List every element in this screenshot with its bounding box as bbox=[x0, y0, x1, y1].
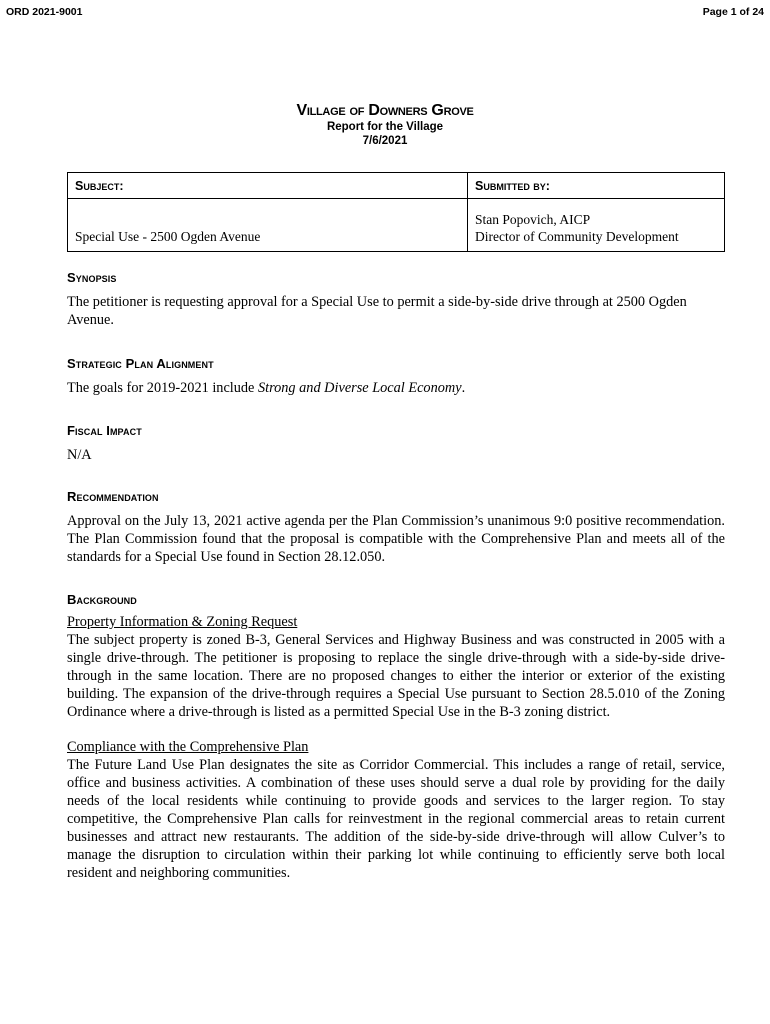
fiscal-impact-text: N/A bbox=[67, 447, 92, 463]
document-id: ORD 2021-9001 bbox=[6, 6, 83, 18]
strategic-goal: Strong and Diverse Local Economy bbox=[257, 380, 462, 396]
synopsis-text: The petitioner is requesting approval for a Special Use to permit a side-by-side drive through at 2500 Ogden Avenue. bbox=[67, 294, 687, 328]
property-info-text: The subject property is zoned B-3, General Services and Highway Business and was constructed in 2005 with a single drive-through. The petitioner is proposing to replace the single drive-through with a side-by-side drive-through in the same location. There are no proposed changes to either the interior or exterior of the existing building. The expansion of the drive-through requires a Special Use pursuant to Section 28.5.010 of the Zoning Ordinance where a drive-through is listed as a permitted Special Use in the B-3 zoning district. bbox=[67, 632, 725, 720]
report-date: 7/6/2021 bbox=[362, 135, 408, 147]
fiscal-impact-section bbox=[67, 423, 725, 464]
recommendation-text: Approval on the July 13, 2021 active agenda per the Plan Commission’s unanimous 9:0 positive recommendation. The Plan Commission found that the proposal is compatible with the Comprehensive Plan and meets all of the standards for a Special Use found in Section 28.12.050. bbox=[67, 513, 725, 565]
background-heading: Background bbox=[67, 592, 137, 607]
recommendation-heading: Recommendation bbox=[67, 489, 159, 504]
strategic-plan-section bbox=[67, 356, 725, 397]
recommendation-section bbox=[67, 489, 725, 566]
comp-plan-text: The Future Land Use Plan designates the site as Corridor Commercial. This includes a range of retail, service, office and business activities. A combination of these uses should serve a dual role by providing for the daily needs of the local residents while continuing to provide goods and services to the larger region. To stay competitive, the Comprehensive Plan calls for reinvestment in the regional commercial areas to retain current businesses and attract new restaurants. The addition of the side-by-side drive-through will allow Culver’s to manage the disruption to circulation within their parking lot while continuing to efficiently serve both local resident and neighboring communities. bbox=[67, 757, 725, 881]
submitted-by-label: Submitted by: bbox=[468, 173, 725, 199]
subject-table bbox=[67, 172, 725, 252]
subject-value: Special Use - 2500 Ogden Avenue bbox=[68, 199, 468, 252]
strategic-text-suffix: . bbox=[461, 380, 466, 396]
strategic-text-prefix: The goals for 2019-2021 include bbox=[67, 380, 258, 396]
page-number: Page 1 of 24 bbox=[702, 6, 764, 18]
strategic-plan-heading: Strategic Plan Alignment bbox=[67, 356, 214, 371]
property-info-subheading: Property Information & Zoning Request bbox=[67, 614, 298, 630]
synopsis-section bbox=[67, 270, 725, 329]
submitted-by-value bbox=[468, 199, 725, 252]
report-title-block bbox=[0, 102, 770, 148]
fiscal-impact-heading: Fiscal Impact bbox=[67, 423, 142, 438]
report-title: Village of Downers Grove bbox=[296, 102, 474, 119]
subject-label: Subject: bbox=[68, 173, 468, 199]
strategic-plan-text bbox=[67, 379, 725, 397]
synopsis-heading: Synopsis bbox=[67, 270, 117, 285]
background-section bbox=[67, 592, 725, 882]
submitter-name: Stan Popovich, AICP bbox=[475, 212, 591, 227]
report-subtitle: Report for the Village bbox=[326, 121, 444, 133]
comp-plan-subheading: Compliance with the Comprehensive Plan bbox=[67, 739, 309, 755]
submitter-title: Director of Community Development bbox=[475, 229, 679, 244]
